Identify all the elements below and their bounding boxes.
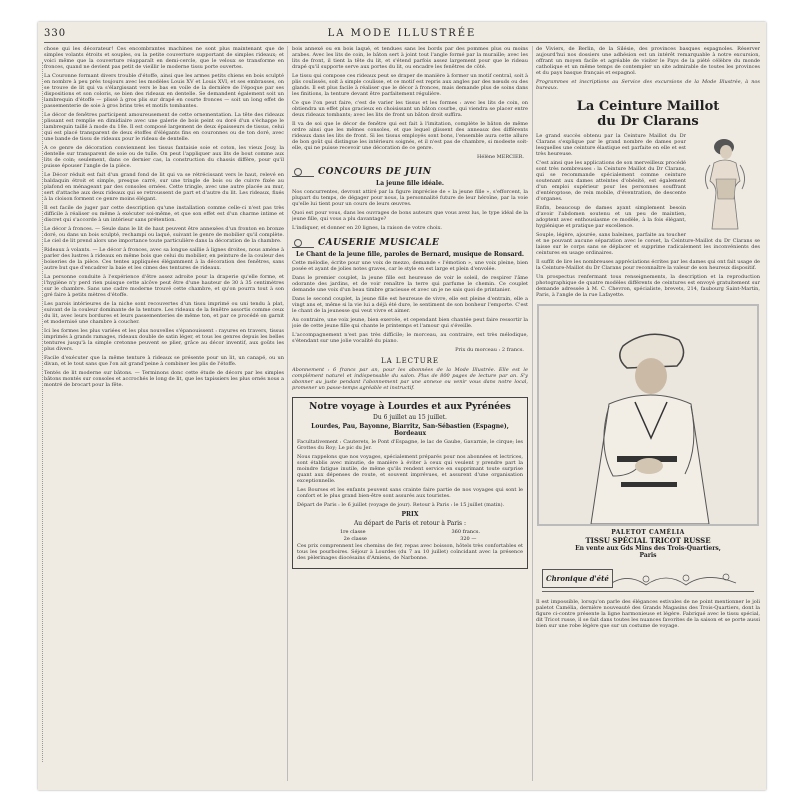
article-paragraph: chose qui les décorateur! Ces encombrantes machines ne sont plus maintenant que de simples volants étroits et souples, ou la petite couverture supportant de simples rideaux; et voici même que la couverture réapparaît en demi-cercle, que le veloux se transforme en fronces, quand ne devient pas petit de vieillir le moderne tissu porte ouvertes. (44, 46, 284, 70)
photo-caption: PALETOT CAMÉLIA (611, 529, 685, 536)
section-title: CONCOURS DE JUIN (318, 166, 432, 177)
article-paragraph: Enfin, beaucoup de dames ayant simplement besoin d'avoir l'abdomen soutenu et un peu de maintien, adoptent avec enthousiasme ce modèle, à la fois élégant, hygiénique et pratique par excellence. (536, 205, 686, 229)
chronique-banner (536, 565, 760, 595)
section-heading-concours (292, 166, 528, 177)
article-paragraph: Il suffit de lire les nombreuses appréciations écrites par les dames qui ont fait usage de la Ceinture-Maillot du Dr Clarans pour reconnaître la valeur de son heureux dispositif. (536, 259, 760, 271)
section-title-lecture: LA LECTURE (381, 357, 439, 365)
prix-note: Au départ de Paris et retour à Paris : (353, 520, 467, 527)
voyage-title: Notre voyage à Lourdes et aux Pyrénées (309, 402, 511, 412)
article-paragraph: Les parois intérieures de la niche sont recouvertes d'un tissu imprimé ou uni tendu à plat, suivant de la couleur dominante de la tenture. Les rideaux de la fenêtre assortis comme ceux du lit, avec leurs bordures et leurs passementeries de même ton, et par ce procédé on garnit et modernisé une chambre à coucher. (44, 301, 284, 325)
voyage-box (292, 397, 528, 569)
photo-caption: TISSU SPÉCIAL TRICOT RUSSE (585, 536, 711, 545)
newspaper-page (38, 22, 766, 790)
article-paragraph: Ici les formes les plus variées et les plus nouvelles s'épanouissent : rayures en travers, tissus imprimés à grands ramages, rideaux double de satin léger, et tous les genres depuis les belles tentures jusqu'à la simple cretonne peuvent se plier, grâce au décor inventif, aux goûts les plus divers. (44, 328, 284, 352)
article-paragraph: Ces prix comprennent les chemins de fer, repas avec boisson, hôtels très confortables et tous les pourboires. Séjour à Lourdes (du 7 au 10 juillet) coïncidant avec la présence des pèlerinages diocésains d'Amiens, de Narbonne. (297, 543, 523, 561)
heading-ornament-icon (292, 166, 314, 177)
article-paragraph: Nous rappelons que nos voyages, spécialement préparés pour nos abonnées et lectrices, sont établis avec minutie, de manière à éviter à ceux qui veulent y prendre part la moindre fatigue inutile, de même qu'ils rendent service en supprimant toute surprise quant aux dépenses de route, et souvent imprévues, et assurent d'une organisation exceptionnelle. (297, 454, 523, 484)
article-paragraph: Quoi est pour vous, dans les ouvrages de bons auteurs que vous avez lus, le type idéal de la jeune fille, qui vous a plu davantage? (292, 210, 528, 222)
section-title: CAUSERIE MUSICALE (318, 237, 440, 248)
article-paragraph: Facultativement : Cauterets, le Pont d'Espagne, le lac de Gaube, Gavarnie, le cirque; les Grottes du Roy; Le pic du Jer. (297, 439, 523, 451)
photo-caption: En vente aux Gds Mins des Trois-Quartiers, (575, 545, 721, 552)
ceinture-title-line: du Dr Clarans (597, 114, 699, 129)
article-paragraph: Le tissu qui compose ces rideaux peut se draper de manière à former un motif central, soit à plis coulissés, soit à simple coulisse, et ce motif est repris aux angles par des nœuds ou des glands. Il est plus facile à réaliser que le décor à fronces, mais demande plus de soins dans les finitions, la tenture devant être parfaitement régulière. (292, 73, 528, 97)
ornament-rule (542, 591, 754, 592)
article-paragraph: L'indiquer, et donner en 20 lignes, la raison de votre choix. (292, 225, 442, 231)
price-row (297, 529, 523, 535)
article-signature: Hélène MERCIER. (477, 154, 524, 160)
prix-label: PRIX (401, 511, 419, 518)
article-paragraph: Il est impossible, lorsqu'on parle des élégances estivales de ne point mentionner le joli paletot Camélia, dernière nouveauté des Grands Magasins des Trois-Quartiers, dont la figure ci-contre présente la ligne harmonieuse et légère. Fabriqué avec le tissu spécial, dit Tricot russe, il se fait dans toutes les nuances favorites de la saison et se porte aussi bien sur une robe légère que sur un costume de voyage. (536, 599, 760, 629)
price-amount: 320 — (460, 536, 477, 542)
article-paragraph: de Viviers, de Berlin, de la Silésie, des provinces basques espagnoles. Réserver aujourd'hui nos dossiers une adhésion est un intérêt remarquable à notre excursion, offrant un moyen facile et agréable de visiter le Pays de la piété célèbre du monde catholique et un même temps de contempler un site admirable de toutes les provinces et du pays basque français et espagnol. (536, 46, 760, 76)
article-paragraph: La Couronne formant divers trouble d'étoffe, ainsi que les armes petits chiens en bois sculpté en nombre à peu près toujours avec les modèles Louis XV et Louis XVI, et ses embrasses, on se trouve de lit qui va s'élargissant vers le bas en voile de la dernière de l'époque par ses dispositions et son coloris, se bien des rideaux en dentelle. Se demandent également soit un lambrequin d'étoffe — plissé à gros plis sur drapé en courte fronces — soit un long effet de passementerie de soie à gros brins très et motifs tombantes. (44, 73, 284, 109)
section-subtitle: Le Chant de la jeune fille, paroles de Bernard, musique de Ronsard. (295, 251, 524, 258)
column-right (536, 46, 760, 786)
corset-illustration (690, 133, 760, 231)
article-paragraph: Dans le second couplet, la jeune fille est heureuse de vivre, elle est pleine d'entrain, elle a vingt ans et, même si la vie lui a déjà été dure, le sentiment de son bonheur l'emporte. C'est le chant de la jeunesse qui veut vivre et aimer. (292, 296, 528, 314)
article-paragraph: bois annexé ou en bois laqué, et tendues sans les bords par des pommes plus ou moins arabes. Avec les lits de coin, le bâton sert à joint tout l'angle formé par la muraille; avec les lits de front, il tient la tête du lit, et s'étend parfois assez largement pour que le rideau drapé qu'il supporte serve aux portes du lit, ou encadre les fenêtres de côté. (292, 46, 528, 70)
paletot-photo (537, 304, 759, 526)
article-paragraph: Cette mélodie, écrite pour une voix de mezzo, demande « l'émotion », une voix pleine, bien posée et ayant de jolies notes graves, car le style en est large et plein d'envolée. (292, 260, 528, 272)
price-row (297, 536, 523, 542)
article-paragraph: Le décor à fronces. — Seule dans le lit de haut peuvent être annexées d'un fronton en bronze doré, ou dans un bois sculpté, rechampi ou laqué, suivant le genre de mobilier qu'il complète. Le ciel de lit prend alors une importance toute particulière dans la décoration de la chambre. (44, 226, 284, 244)
ceinture-title-line: La Ceinture Maillot (576, 99, 720, 114)
woman-portrait-photo-icon (539, 306, 757, 524)
masthead-title: LA MODE ILLUSTRÉE (327, 28, 477, 39)
column-divider (287, 46, 288, 781)
article-paragraph: L'accompagnement n'est pas très difficile; le morceau, au contraire, est très mélodique, s'étendant sur une jolie vocalité du piano. (292, 332, 528, 344)
article-paragraph: Le Décor réduit est fait d'un grand fond de lit qui va se rétrécissant vers le haut, relevé en baldaquin étroit et simple, presque carré, sur une tringle de bois ou de cuivre fixée au plafond en ménageant par des consoles ornées. Cette tringle, avec une autre placée au mur, sert d'attache aux deux rideaux qui se retroussent de part et d'autre du lit. Les rideaux, fixés à la cloison forment ce genre moins élégant. (44, 172, 284, 202)
heading-ornament-icon (292, 237, 314, 248)
article-paragraph: Facile d'exécuter que la même tenture à rideaux se présente pour un lit, un canapé, ou un divan, et le tout sans que l'on ait grand'peine à combiner les plis de l'étoffe. (44, 355, 284, 367)
article-paragraph: Au contraire, une voix jeune, bien exercée, et cependant bien chantée peut faire ressortir la joie de cette jeune fille qui chante le printemps et l'amour qui s'éveille. (292, 317, 528, 329)
price-note: Prix du morceau : 2 francs. (455, 347, 524, 353)
article-paragraph: Ce que l'on peut faire, c'est de varier les tissus et les formes : avec les lits de coin, on obtiendra un effet plus gracieux en choisissant un bâton courbe, qui viendra se placer entre deux rideaux tombants; avec les lits de front un bâton droit suffira. (292, 100, 528, 118)
article-paragraph: Nos concurrentes, devront attiré par la figure imprécise de « la jeune fille », s'efforcent, la plupart du temps, de dégager pour nous, la personnalité future de leur héroïne, par la voie qu'elle lui tient pour un cours de leurs œuvres. (292, 189, 528, 207)
article-paragraph: Abonnement : 6 francs par an, pour les abonnées de la Mode Illustrée. Elle est le complément naturel et indispensable du salon. Plus de 800 pages de lecture par an. S'y abonner au juste pendant l'abonnement par une annexe ou venir vous dans notre local, promener un passe-temps agréable et instructif. (292, 367, 528, 391)
article-paragraph: Un prospectus renfermant tous renseignements, la description et la reproduction photographique de quatre modèles différents de ceintures est envoyé gratuitement sur demande adressée à M. C. Chevron, spécialiste, brevets, 214, faubourg Saint-Martin, Paris, à l'angle de la rue Lafayette. (536, 274, 760, 298)
article-paragraph: Souple, légère, ajourée, sans baleines, parfaite au toucher et ne pouvant aucune séparation avec le corset, la Ceinture-Maillot du Dr Clarans se laisse sur le corps sans se déplacer et supprime radicalement les inconvénients des ceintures en usage ordinaires. (536, 232, 760, 256)
photo-caption: Paris (639, 552, 657, 559)
page-number: 330 (44, 28, 67, 39)
article-paragraph: Il va de soi que le décor de fenêtre qui est fait à l'imitation, complète le bâton de même ordre ainsi que les mêmes consoles, et que lequel glissent des anneaux des différents rideaux dans les lits de front. Si les tissus employés sont bons, l'ensemble aura cette allure de bon goût qui distingue les intérieurs soignés, et il n'est pas de chambre, si modeste soit-elle, qui ne puisse recevoir une décoration de ce genre. (292, 121, 528, 151)
article-paragraph: Tentés de lit moderne sur bâtons. — Terminons donc cette étude de décors par les simples bâtons montés sur consoles et accrochés le long de lit, que les tapissiers les plus ornés nous a montré de brocart pour la fête. (44, 370, 284, 388)
article-paragraph: Départ de Paris : le 6 juillet (voyage de jour). Retour à Paris : le 15 juillet (matin). (297, 502, 505, 508)
column-middle (292, 46, 528, 786)
article-paragraph: Rideaux à volants. — Le décor à fronces, avec sa longue saillie à lignes droites, nous amène à parler des lustres à rideaux en même bois que celui du mobilier, en peinture de la couleur des boiseries de la pièce. Ces tentes appliquées élégamment à la décoration des fenêtres, sans autre but que d'encadrer la baie et les cimes des tentures de rideaux. (44, 247, 284, 271)
article-paragraph: C'est ainsi que les applications de son merveilleux procédé sont très nombreuses : la Ceinture Maillot du Dr Clarans, qui se recommande spécialement comme ceinture soutenant aux dames atteintes d'obésité, est également d'un emploi supérieur pour les personnes souffrant d'entéroptose, de rein mobile, d'éventration, de descente d'organes. (536, 160, 686, 202)
article-paragraph: A ce genre de décoration conviennent les tissus fantaisie soie et coton, les vieux Jouy, la dentelle sur transparent de soie ou de tulle. On peut l'appliquer aux lits de bout comme aux lits de coin; seulement, dans ce dernier cas, la construction du chassis diffère, pour qu'il puisse épouser l'angle de la pièce. (44, 145, 284, 169)
section-heading-causerie (292, 237, 528, 248)
article-paragraph: Le grand succès obtenu par la Ceinture Maillot du Dr Clarans s'explique par le grand nombre de dames pour lesquelles une ceinture élastique est parfaite en elle et est très heureuse. (536, 133, 686, 157)
woman-corset-figure-icon (690, 133, 760, 231)
header-rule (44, 42, 760, 43)
column-divider (532, 46, 533, 781)
article-paragraph: Il est facile de juger par cette description qu'une installation comme celle-ci n'est pas très difficile à réaliser ou même à exécuter soi-même, et que son effet est d'un charme intime et discret qui s'accorde à un intérieur sans prétention. (44, 205, 284, 223)
voyage-dates: Du 6 juillet au 15 juillet. (373, 414, 447, 421)
article-paragraph: Dans le premier couplet, la jeune fille est heureuse de voir le soleil, de respirer l'âme odorante des jardins, et de voir renaître la terre qui parfume le chemin. Ce couplet demande une voix d'un beau timbre gracieuse et avec un je ne sais quoi de printanier. (292, 275, 528, 293)
price-class: 2e classe (343, 536, 367, 542)
article-paragraph: Programmes et inscriptions au Service des excursions de la Mode Illustrée, à nos bureaux. (536, 79, 760, 91)
ceinture-title (536, 99, 760, 129)
voyage-route: Lourdes, Pau, Bayonne, Biarritz, San-Sébastien (Espagne), Bordeaux (311, 423, 509, 437)
column-left (44, 46, 284, 786)
article-paragraph: Les Bourses et les enfants peuvent sans crainte faire partie de nos voyages qui sont le confort et le plus grand bien-être sont assurés aux touristes. (297, 487, 523, 499)
chronique-label: Chronique d'été (542, 569, 613, 588)
article-paragraph: La personne conduite à l'expérience d'être assez adroite pour la draperie qu'elle forme, et l'hygiène n'y perd rien puisque cette alcôve peut être d'une hauteur de 30 à 35 centimètres sur le chambre. Sans une cadre moderne trouvé cette chambre, et qu'on pourra tout à son gré faire à petits mètres d'étoffe. (44, 274, 284, 298)
left-margin-rule (38, 62, 43, 762)
price-amount: 360 francs. (451, 529, 481, 535)
section-subtitle: La jeune fille idéale. (375, 180, 444, 187)
ceinture-article (536, 133, 760, 298)
price-class: 1re classe (339, 529, 366, 535)
article-paragraph: Le décor de fenêtres participent amoureusement de cette ornementation. La tête des rideaux plissant est remplie en dimidiaire avec une galerie de bois peint ou doré d'un s'échappe le lambrequin taillé à mode du 18e. Il est composé largement de deux épaisseurs de tissus, celui qui est placé transparent de deux étoffes d'élégants fins en couronnes ou de ton doré, avec une bande de tissu de rideaux pour le rideau de dentelle. (44, 112, 284, 142)
